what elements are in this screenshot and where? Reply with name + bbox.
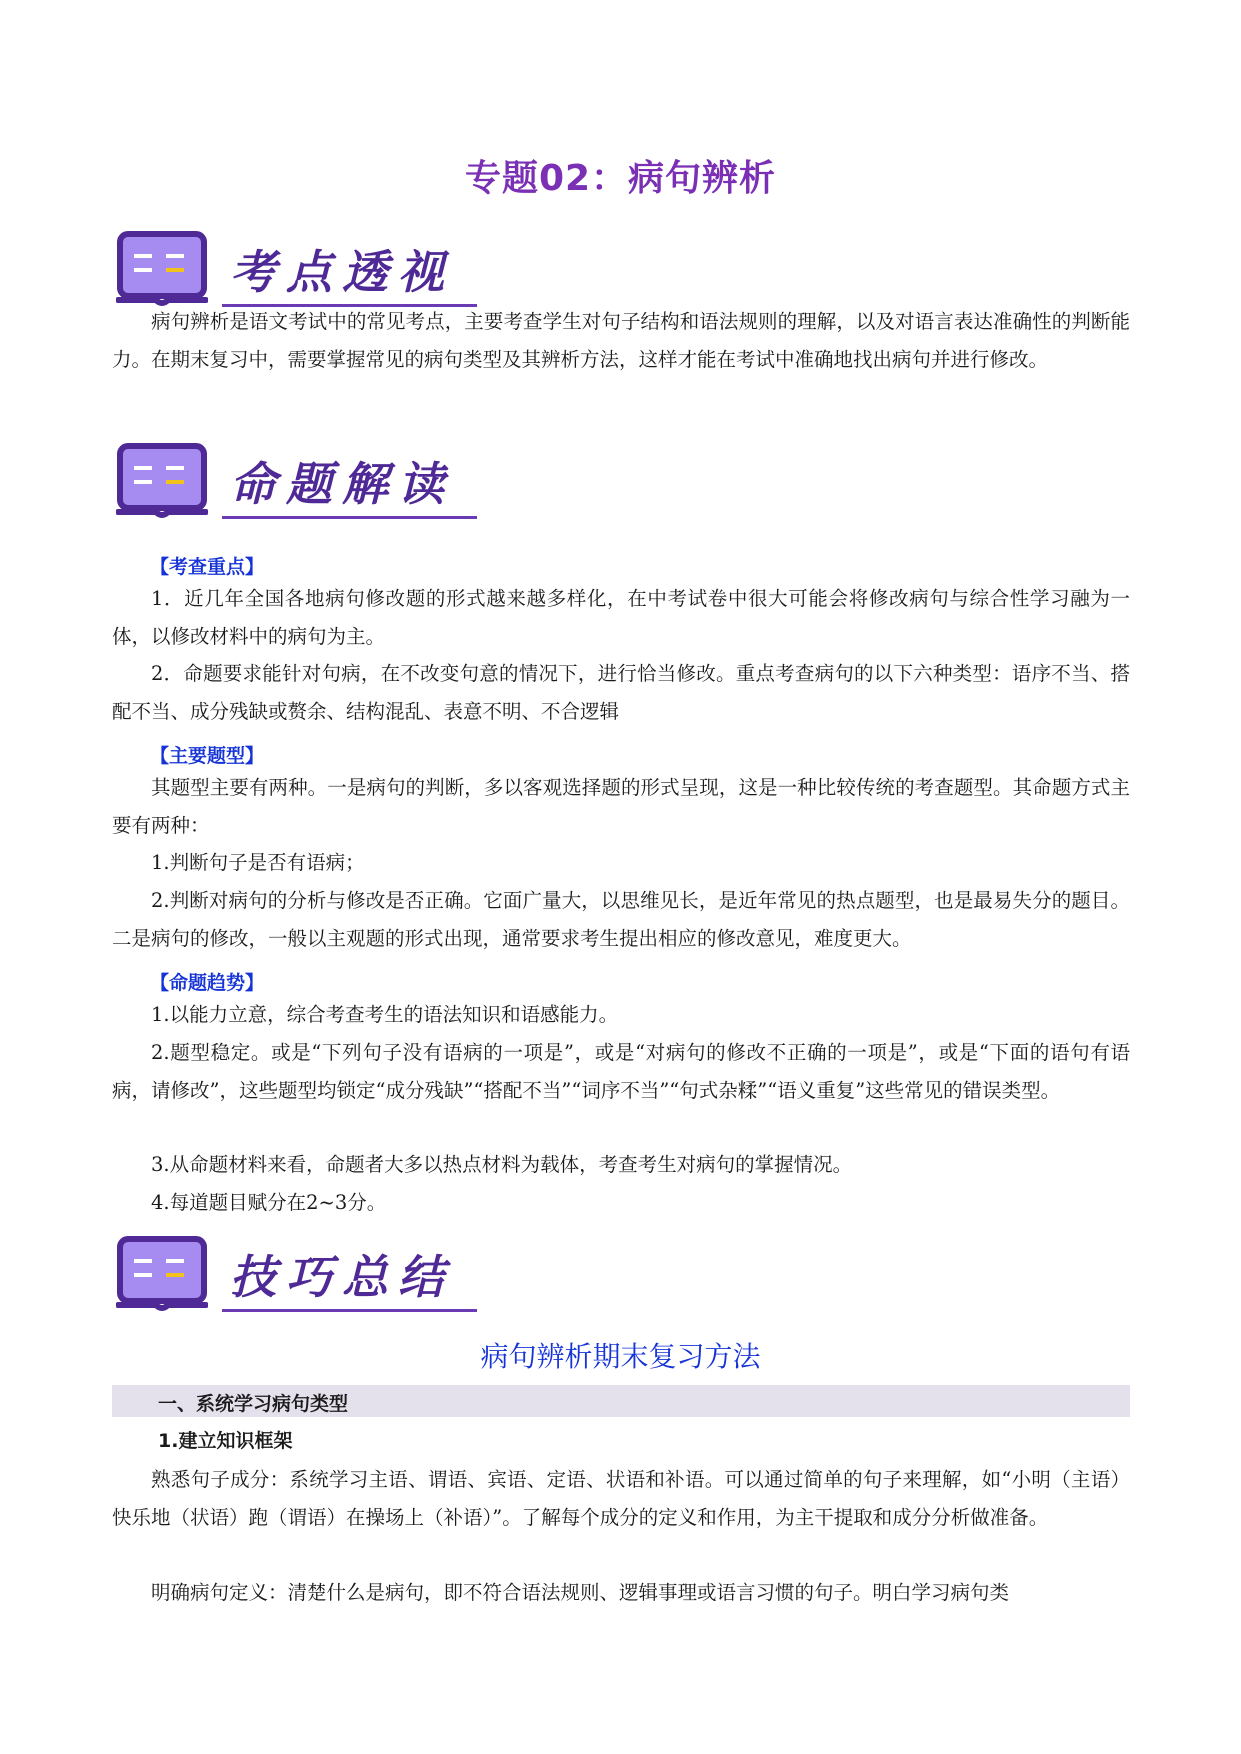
section-bar [112, 1385, 1130, 1417]
tag-trends: 【命题趋势】 [150, 972, 265, 994]
tag-types: 【主要题型】 [150, 745, 265, 767]
banner-heading: 技巧总结 [230, 1250, 454, 1304]
open-book-icon [116, 1235, 208, 1313]
tag-focus: 【考查重点】 [150, 556, 265, 578]
subheading: 1.建立知识框架 [158, 1430, 293, 1452]
trend-item-3: 3.从命题材料来看，命题者大多以热点材料为载体，考查考生对病句的掌握情况。 [151, 1153, 853, 1176]
open-book-icon [116, 230, 208, 308]
focus-point-2: 2．命题要求能针对句病，在不改变句意的情况下，进行恰当修改。重点考查病句的以下六种类型：语序不当、搭配不当、成分残缺或赘余、结构混乱、表意不明、不合逻辑 [112, 662, 1130, 723]
types-item-1: 1.判断句子是否有语病； [151, 851, 365, 874]
focus-point-1: 1．近几年全国各地病句修改题的形式越来越多样化，在中考试卷中很大可能会将修改病句与综合性学习融为一体，以修改材料中的病句为主。 [112, 587, 1130, 648]
section-subtitle: 病句辨析期末复习方法 [480, 1340, 761, 1373]
banner-heading: 考点透视 [230, 245, 454, 299]
section-banner-jiqiao [112, 1233, 482, 1317]
trend-item-4: 4.每道题目赋分在2~3分。 [151, 1191, 387, 1214]
banner-underline [222, 516, 477, 519]
types-item-2: 2.判断对病句的分析与修改是否正确。它面广量大，以思维见长，是近年常见的热点题型，也是最易失分的题目。二是病句的修改，一般以主观题的形式出现，通常要求考生提出相应的修改意见，难度更大。 [112, 889, 1130, 950]
method-paragraph-1: 熟悉句子成分：系统学习主语、谓语、宾语、定语、状语和补语。可以通过简单的句子来理解，如“小明（主语）快乐地（状语）跑（谓语）在操场上（补语）”。了解每个成分的定义和作用，为主干提取和成分分析做准备。 [112, 1468, 1130, 1529]
banner-heading: 命题解读 [230, 457, 454, 511]
open-book-icon [116, 442, 208, 520]
trend-item-1: 1.以能力立意，综合考查考生的语法知识和语感能力。 [151, 1003, 619, 1026]
section-bar-label: 一、系统学习病句类型 [158, 1393, 349, 1415]
method-paragraph-2: 明确病句定义：清楚什么是病句，即不符合语法规则、逻辑事理或语言习惯的句子。明白学习病句类 [151, 1581, 1010, 1604]
section-banner-kaodian [112, 228, 482, 312]
trend-item-2: 2.题型稳定。或是“下列句子没有语病的一项是”，或是“对病句的修改不正确的一项是”，或是“下面的语句有语病，请修改”，这些题型均锁定“成分残缺”“搭配不当”“词序不当”“句式杂糅”“语义重复”这些常见的错误类型。 [112, 1041, 1130, 1102]
page-title: 专题02：病句辨析 [464, 158, 777, 199]
banner-underline [222, 1309, 477, 1312]
section-banner-mingti [112, 440, 482, 524]
types-paragraph: 其题型主要有两种。一是病句的判断，多以客观选择题的形式呈现，这是一种比较传统的考查题型。其命题方式主要有两种： [112, 776, 1130, 837]
intro-paragraph: 病句辨析是语文考试中的常见考点，主要考查学生对句子结构和语法规则的理解，以及对语言表达准确性的判断能力。在期末复习中，需要掌握常见的病句类型及其辨析方法，这样才能在考试中准确地找出病句并进行修改。 [112, 310, 1130, 371]
